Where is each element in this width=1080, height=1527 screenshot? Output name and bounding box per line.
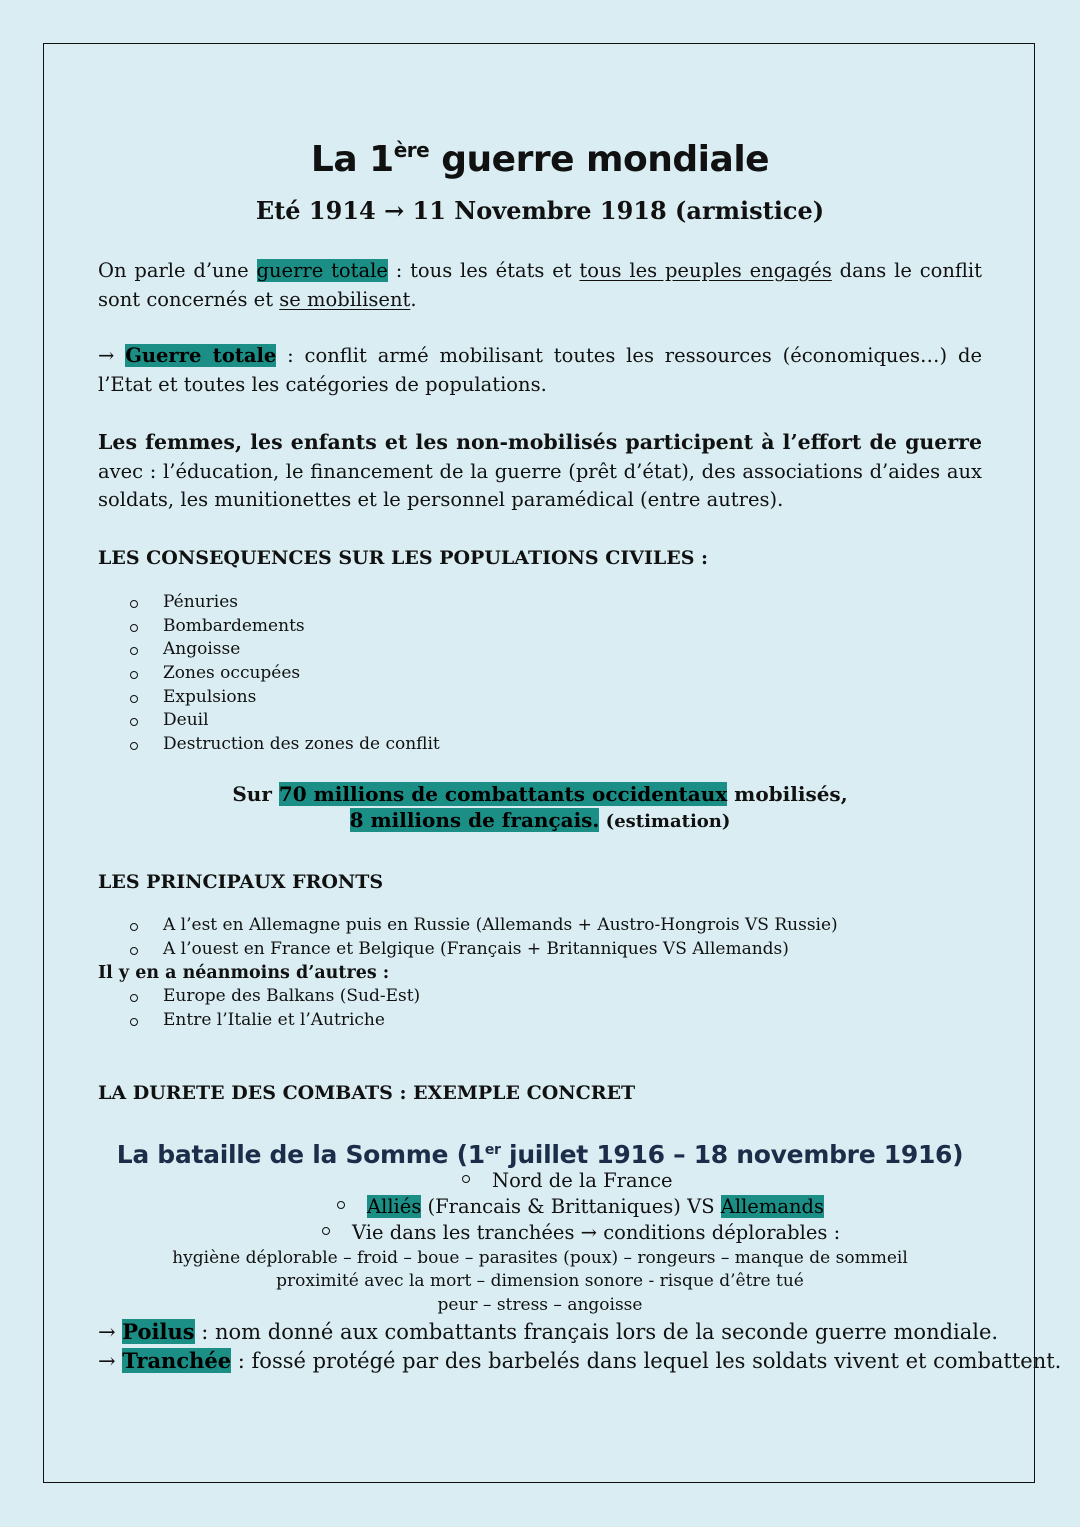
highlight-guerre-totale: guerre totale <box>256 259 388 282</box>
list-item: Bombardements <box>98 615 440 639</box>
term-guerre-totale: Guerre totale <box>125 344 277 367</box>
section-heading-fronts: LES PRINCIPAUX FRONTS <box>98 871 384 893</box>
definition-tranchee: → Tranchée : fossé protégé par des barbelés dans lequel les soldats vivent et combattent. <box>98 1348 1062 1373</box>
fronts-other-list <box>98 985 420 1032</box>
list-item: Zones occupées <box>98 662 440 686</box>
list-item: Angoisse <box>98 638 440 662</box>
bullet-icon <box>462 1175 470 1183</box>
list-item: Deuil <box>98 709 440 733</box>
list-item: Destruction des zones de conflit <box>98 733 440 757</box>
section-heading-durete: LA DURETE DES COMBATS : EXEMPLE CONCRET <box>98 1082 636 1104</box>
list-item: Expulsions <box>98 686 440 710</box>
page-title: La 1ère guerre mondiale <box>310 138 770 180</box>
list-item: Entre l’Italie et l’Autriche <box>98 1009 420 1033</box>
conditions-line-3: peur – stress – angoisse <box>437 1295 643 1315</box>
highlight-8-millions: 8 millions de français. <box>349 808 600 832</box>
effort-paragraph: Les femmes, les enfants et les non-mobilisés participent à l’effort de guerre avec : l’éducation, le financement de la guerre (prêt d’état), des associations d’aides aux soldats, les munitionettes et le personnel paramédical (entre autres). <box>98 430 982 511</box>
page-subtitle: Eté 1914 → 11 Novembre 1918 (armistice) <box>255 196 825 225</box>
highlight-allemands: Allemands <box>720 1195 825 1218</box>
intro-paragraph: On parle d’une guerre totale : tous les états et tous les peuples engagés dans le conflit sont concernés et se mobilisent. <box>98 259 982 311</box>
highlight-allies: Alliés <box>367 1195 422 1218</box>
fronts-list <box>98 914 838 961</box>
somme-bullet-nord: Nord de la France <box>462 1168 673 1194</box>
bullet-icon <box>322 1227 330 1235</box>
definition-poilus: → Poilus : nom donné aux combattants français lors de la seconde guerre mondiale. <box>98 1319 999 1344</box>
term-poilus: Poilus <box>122 1319 195 1344</box>
section-heading-consequences: LES CONSEQUENCES SUR LES POPULATIONS CIVILES : <box>98 547 709 569</box>
somme-title: La bataille de la Somme (1er juillet 1916 – 18 novembre 1916) <box>116 1140 964 1169</box>
stats-line-2: 8 millions de français. (estimation) <box>349 808 731 832</box>
list-item: A l’est en Allemagne puis en Russie (Allemands + Austro-Hongrois VS Russie) <box>98 914 838 938</box>
bullet-icon <box>337 1201 345 1209</box>
definition-guerre-totale: → Guerre totale : conflit armé mobilisant toutes les ressources (économiques…) de l’Etat et toutes les catégories de populations. <box>98 344 983 396</box>
list-item: Pénuries <box>98 591 440 615</box>
term-tranchee: Tranchée <box>122 1348 232 1373</box>
list-item: Europe des Balkans (Sud-Est) <box>98 985 420 1009</box>
fronts-other-label: Il y en a néanmoins d’autres : <box>98 963 390 983</box>
somme-bullet-tranchees: Vie dans les tranchées → conditions déplorables : <box>322 1220 840 1246</box>
list-item: A l’ouest en France et Belgique (Français + Britanniques VS Allemands) <box>98 938 838 962</box>
somme-bullet-camps: Alliés (Francais & Brittaniques) VS Allemands <box>337 1194 824 1220</box>
conditions-line-2: proximité avec la mort – dimension sonore - risque d’être tué <box>276 1271 804 1291</box>
highlight-70-millions: 70 millions de combattants occidentaux <box>278 782 728 806</box>
consequences-list <box>98 591 440 757</box>
conditions-line-1: hygiène déplorable – froid – boue – parasites (poux) – rongeurs – manque de sommeil <box>172 1248 908 1268</box>
stats-line-1: Sur 70 millions de combattants occidentaux mobilisés, <box>232 782 848 806</box>
